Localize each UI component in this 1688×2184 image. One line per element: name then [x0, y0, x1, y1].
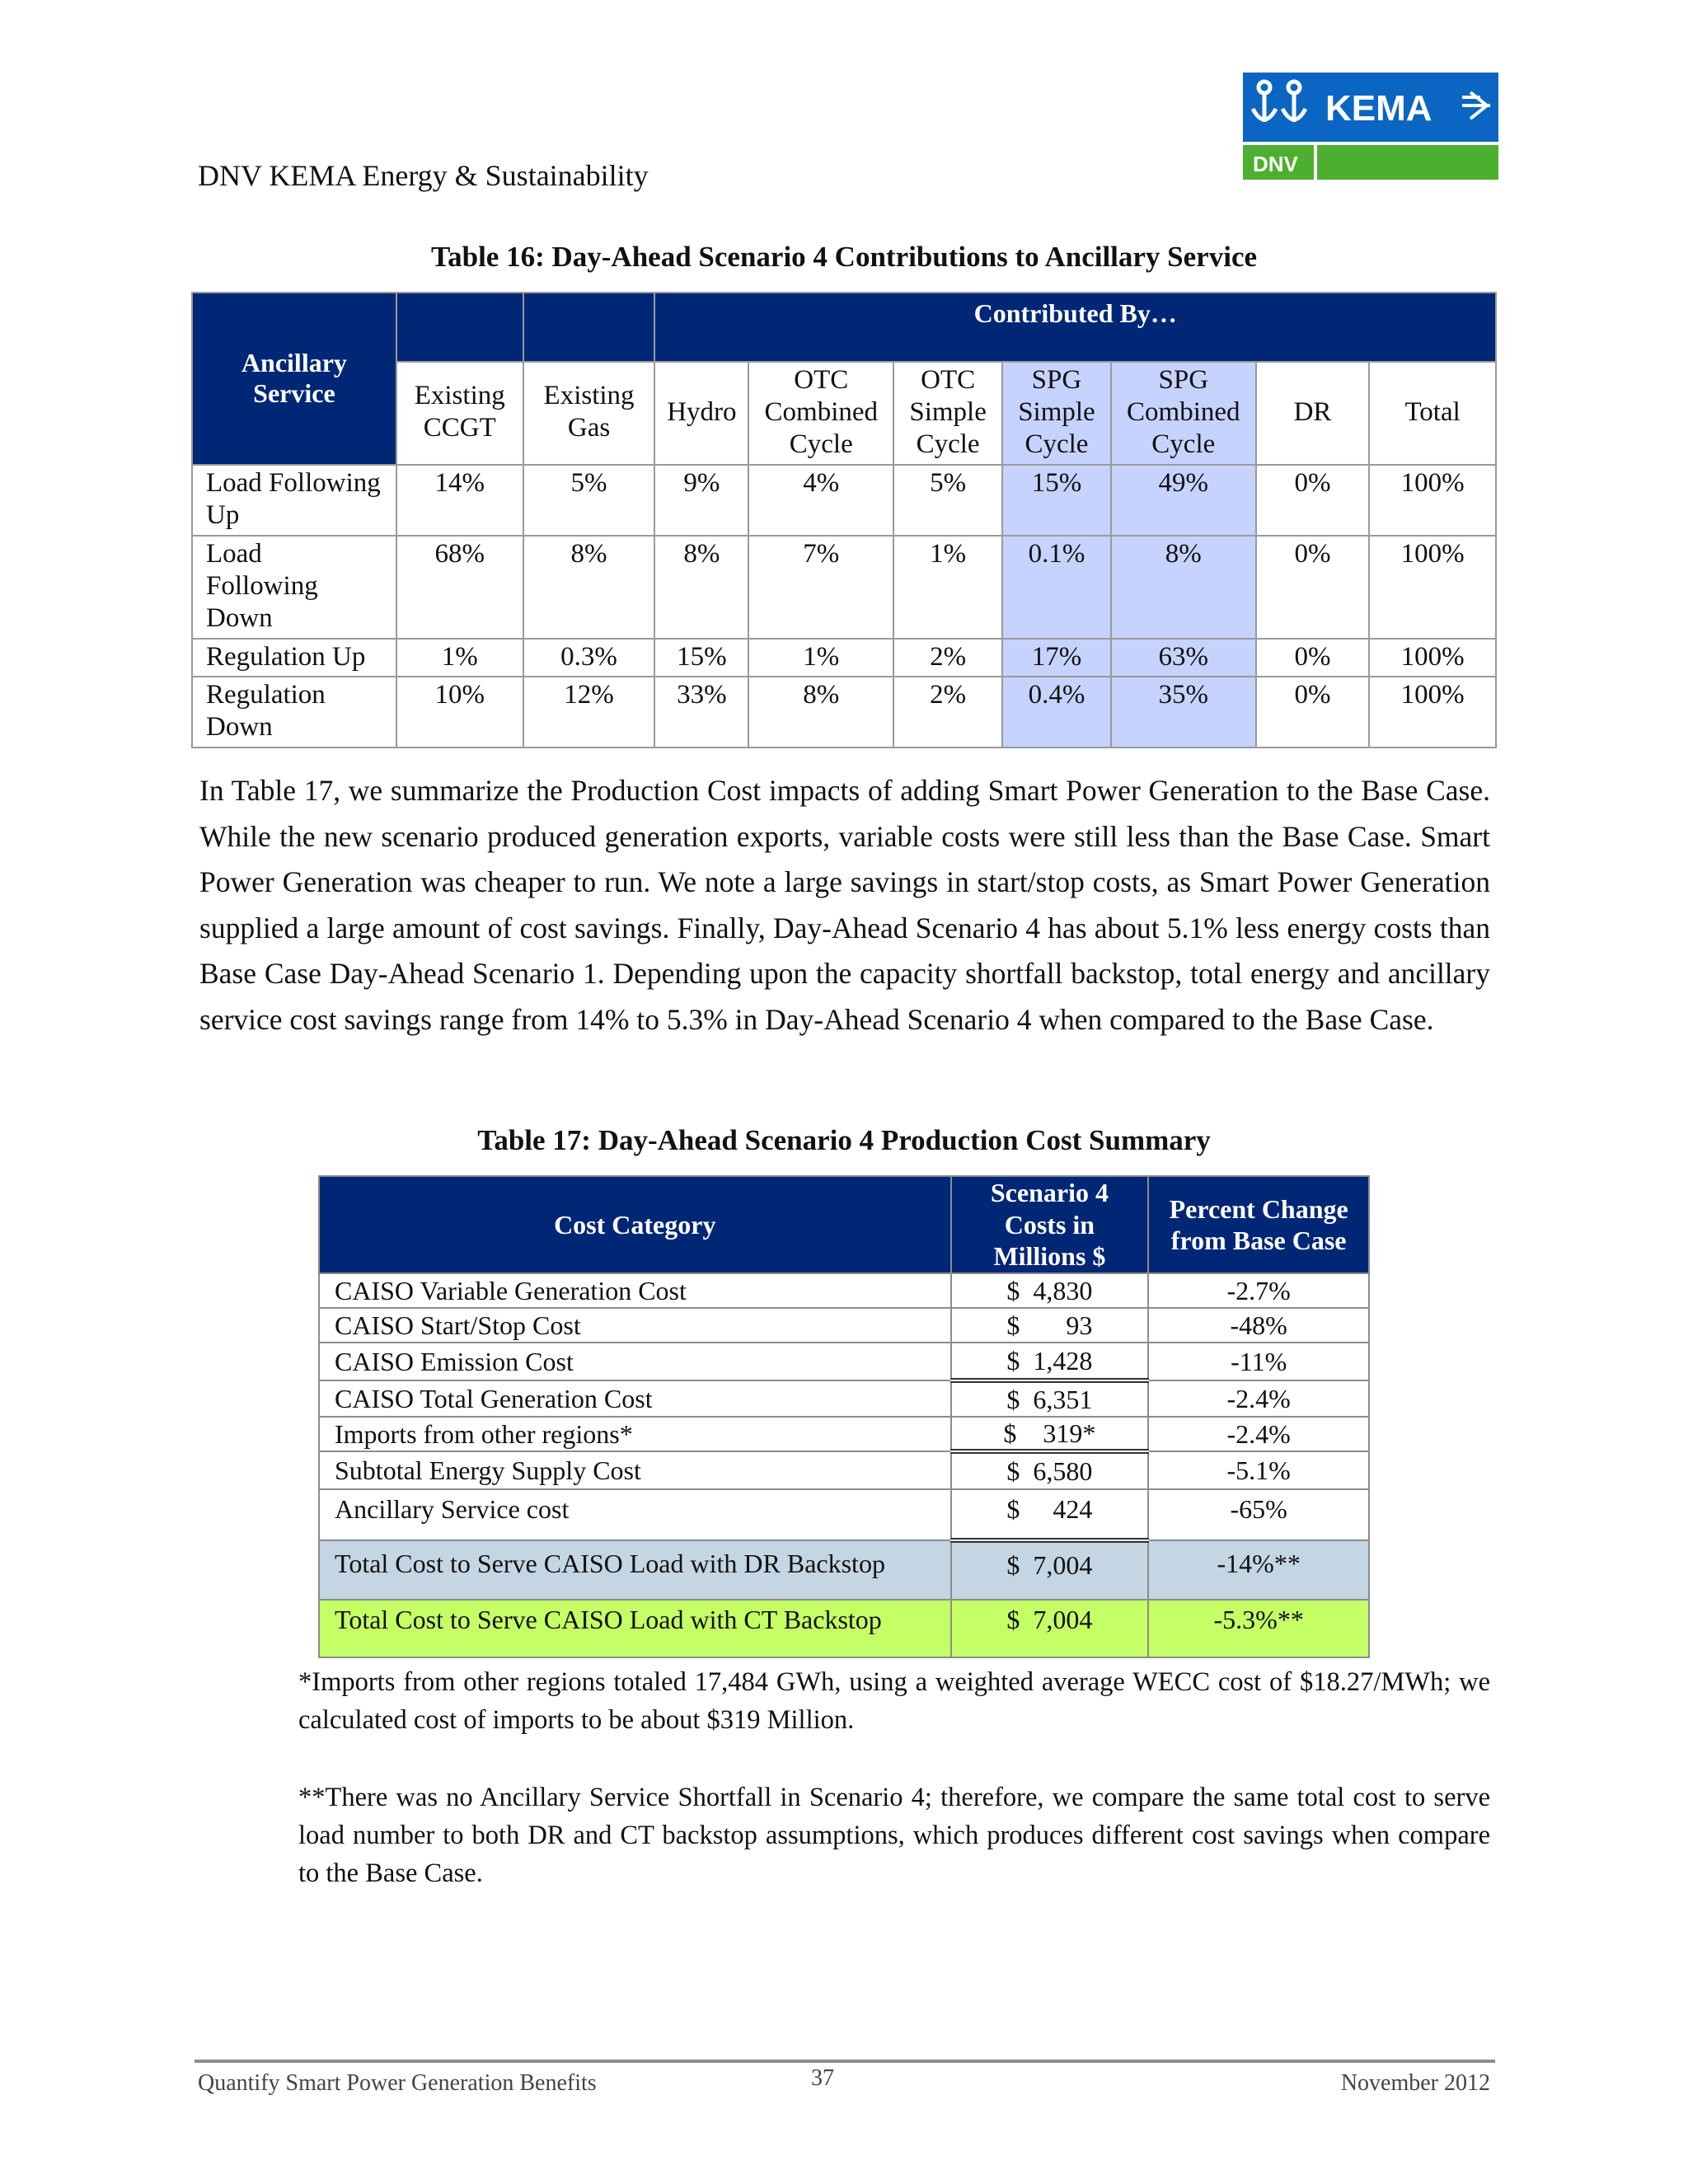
row-label: Regulation Down	[192, 677, 396, 748]
cost-value: $ 6,580	[951, 1451, 1149, 1489]
cell: 0.4%	[1002, 677, 1111, 748]
cost-category: CAISO Variable Generation Cost	[319, 1273, 951, 1308]
cell: 0%	[1256, 677, 1370, 748]
table-row	[319, 1489, 1369, 1540]
group-header-contributed-by: Contributed By…	[654, 293, 1496, 362]
table-row-ct-backstop	[319, 1600, 1369, 1657]
table-row	[319, 1417, 1369, 1451]
cell: 8%	[523, 536, 655, 639]
percent-change: -5.1%	[1148, 1451, 1369, 1489]
blank-header-cell	[396, 293, 523, 362]
cell: 0%	[1256, 639, 1370, 677]
cost-value: $ 1,428	[951, 1343, 1149, 1380]
table-row	[192, 536, 1496, 639]
percent-change: -2.4%	[1148, 1380, 1369, 1417]
cost-category: CAISO Start/Stop Cost	[319, 1308, 951, 1343]
cell: 100%	[1369, 677, 1496, 748]
cell: 1%	[396, 639, 523, 677]
cell: 8%	[748, 677, 893, 748]
cell: 5%	[893, 465, 1002, 536]
cost-value: $ 4,830	[951, 1273, 1149, 1308]
col-header-cost-category: Cost Category	[319, 1176, 951, 1273]
table-row	[192, 677, 1496, 748]
cell: 7%	[748, 536, 893, 639]
row-label: Regulation Up	[192, 639, 396, 677]
table-row	[319, 1308, 1369, 1343]
cell: 100%	[1369, 536, 1496, 639]
footnote-ancillary-shortfall: **There was no Ancillary Service Shortfall in Scenario 4; therefore, we compare the same total cost to serve load number to both DR and CT backstop assumptions, which produces different cost savings when compare to the Base Case.	[298, 1783, 1490, 1888]
footer-divider	[195, 2060, 1495, 2063]
col-header-percent-change: Percent Change from Base Case	[1148, 1176, 1369, 1273]
col-header: Existing Gas	[523, 362, 655, 465]
body-paragraph: In Table 17, we summarize the Production Cost impacts of adding Smart Power Generation to the Base Case. While the new scenario produced generation exports, variable costs were still less than the Base Case. Smart Power Generation was cheaper to run. We note a large savings in start/stop costs, as Smart Power Generation supplied a large amount of cost savings. Finally, Day-Ahead Scenario 4 has about 5.1% less energy costs than Base Case Day-Ahead Scenario 1. Depending upon the capacity shortfall backstop, total energy and ancillary service cost savings range from 14% to 5.3% in Day-Ahead Scenario 4 when compared to the Base Case.	[199, 774, 1490, 1036]
percent-change: -65%	[1148, 1489, 1369, 1540]
table17-caption: Table 17: Day-Ahead Scenario 4 Production Cost Summary	[477, 1124, 1211, 1156]
cost-category: Imports from other regions*	[319, 1417, 951, 1451]
cell: 14%	[396, 465, 523, 536]
cell: 17%	[1002, 639, 1111, 677]
cost-category: Total Cost to Serve CAISO Load with DR Backstop	[319, 1540, 951, 1600]
percent-change: -2.4%	[1148, 1417, 1369, 1451]
table16-caption: Table 16: Day-Ahead Scenario 4 Contributions to Ancillary Service	[430, 241, 1258, 273]
logo-kema-text: KEMA	[1325, 88, 1432, 129]
cost-category: Subtotal Energy Supply Cost	[319, 1451, 951, 1489]
col-header-scenario-costs: Scenario 4 Costs in Millions $	[951, 1176, 1149, 1273]
col-header: DR	[1256, 362, 1370, 465]
col-header: Total	[1369, 362, 1496, 465]
table-row	[319, 1273, 1369, 1308]
page-number: 37	[811, 2065, 834, 2091]
percent-change: -14%**	[1148, 1540, 1369, 1600]
kema-dnv-logo	[1243, 73, 1498, 181]
table-row-dr-backstop	[319, 1540, 1369, 1600]
cell: 0.3%	[523, 639, 655, 677]
percent-change: -48%	[1148, 1308, 1369, 1343]
row-header-ancillary-service: Ancillary Service	[192, 293, 396, 465]
cell: 1%	[893, 536, 1002, 639]
table-row	[192, 639, 1496, 677]
cell: 0%	[1256, 536, 1370, 639]
cell: 35%	[1111, 677, 1256, 748]
cell: 0.1%	[1002, 536, 1111, 639]
cost-category: CAISO Emission Cost	[319, 1343, 951, 1380]
cost-value: $ 6,351	[951, 1380, 1149, 1417]
percent-change: -5.3%**	[1148, 1600, 1369, 1657]
col-header: Hydro	[654, 362, 748, 465]
cell: 63%	[1111, 639, 1256, 677]
cell: 12%	[523, 677, 655, 748]
cost-category: Ancillary Service cost	[319, 1489, 951, 1540]
cell: 15%	[1002, 465, 1111, 536]
table-row	[192, 465, 1496, 536]
cell: 2%	[893, 639, 1002, 677]
footer-document-title: Quantify Smart Power Generation Benefits	[198, 2070, 597, 2096]
col-header: SPG Simple Cycle	[1002, 362, 1111, 465]
cell: 8%	[654, 536, 748, 639]
cost-value: $ 7,004	[951, 1600, 1149, 1657]
cell: 8%	[1111, 536, 1256, 639]
cost-value: $ 424	[951, 1489, 1149, 1540]
cell: 33%	[654, 677, 748, 748]
cost-value: $ 319*	[951, 1417, 1149, 1451]
cell: 10%	[396, 677, 523, 748]
col-header: OTC Combined Cycle	[748, 362, 893, 465]
cell: 9%	[654, 465, 748, 536]
percent-change: -11%	[1148, 1343, 1369, 1380]
col-header: SPG Combined Cycle	[1111, 362, 1256, 465]
cell: 68%	[396, 536, 523, 639]
table-row	[319, 1380, 1369, 1417]
cell: 2%	[893, 677, 1002, 748]
cost-category: CAISO Total Generation Cost	[319, 1380, 951, 1417]
header-org-title: DNV KEMA Energy & Sustainability	[198, 159, 649, 192]
cell: 4%	[748, 465, 893, 536]
cell: 5%	[523, 465, 655, 536]
cell: 15%	[654, 639, 748, 677]
cell: 49%	[1111, 465, 1256, 536]
cell: 100%	[1369, 465, 1496, 536]
blank-header-cell	[523, 293, 655, 362]
logo-dnv-text: DNV	[1253, 152, 1298, 176]
row-label: Load Following Up	[192, 465, 396, 536]
percent-change: -2.7%	[1148, 1273, 1369, 1308]
footer-date: November 2012	[1340, 2070, 1490, 2096]
cell: 1%	[748, 639, 893, 677]
footnote-imports: *Imports from other regions totaled 17,484 GWh, using a weighted average WECC cost of $18.27/MWh; we calculated cost of imports to be about $319 Million.	[298, 1667, 1490, 1735]
cost-value: $ 93	[951, 1308, 1149, 1343]
table-row	[319, 1451, 1369, 1489]
cell: 100%	[1369, 639, 1496, 677]
row-label: Load Following Down	[192, 536, 396, 639]
col-header: OTC Simple Cycle	[893, 362, 1002, 465]
production-cost-table	[318, 1175, 1370, 1658]
table-row	[319, 1343, 1369, 1380]
col-header: Existing CCGT	[396, 362, 523, 465]
cost-value: $ 7,004	[951, 1540, 1149, 1600]
cell: 0%	[1256, 465, 1370, 536]
cost-category: Total Cost to Serve CAISO Load with CT Backstop	[319, 1600, 951, 1657]
ancillary-contribution-table	[191, 292, 1497, 748]
